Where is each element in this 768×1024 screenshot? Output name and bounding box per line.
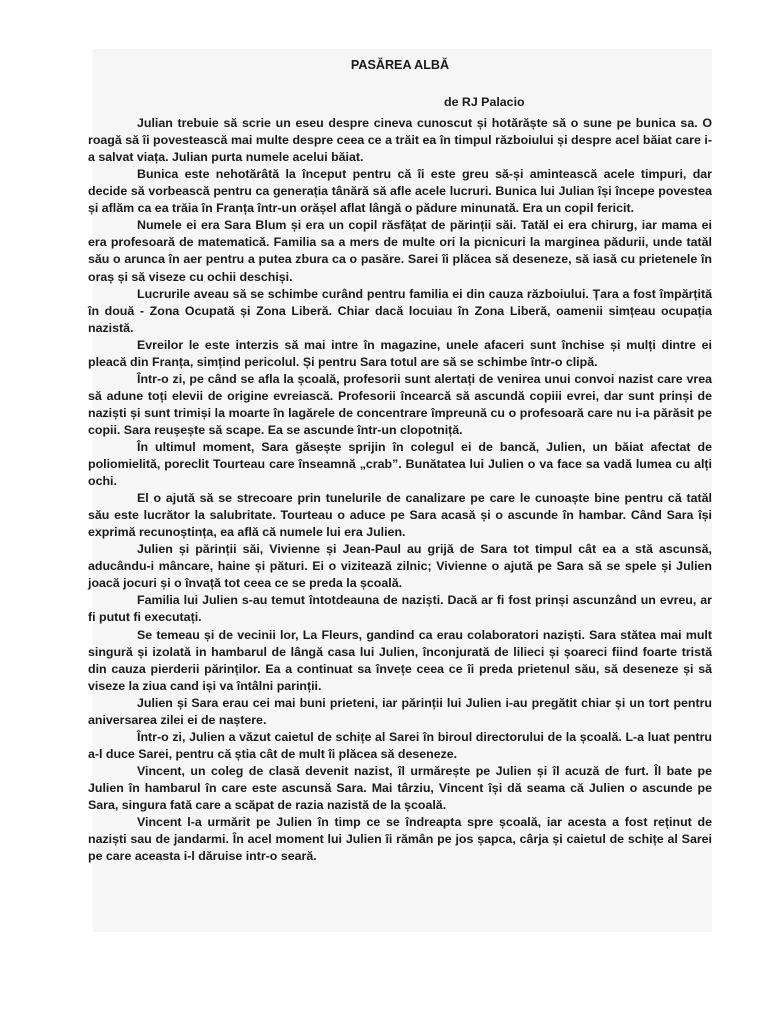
paragraph: Se temeau și de vecinii lor, La Fleurs, gandind ca erau colaboratori naziști. Sara stătea mai mult singură și izolată in hambarul de lângă casa lui Julien, înconjurată de lilieci și șoareci fiind foarte tristă din cauza pierderii părinților. Ea a continuat sa învețe ceea ce îi preda prietenul său, să deseneze și să viseze la ziua cand iși va întâlni parinții.: [88, 627, 712, 693]
paragraph: Evreilor le este interzis să mai intre în magazine, unele afaceri sunt închise și mulți dintre ei pleacă din Franța, simțind pericolul. Și pentru Sara totul are să se schimbe într-o clipă.: [88, 337, 712, 369]
document-title: PASĂREA ALBĂ: [350, 58, 450, 72]
paragraph: Julien și Sara erau cei mai buni prieteni, iar părinții lui Julien i-au pregătit chiar și un tort pentru aniversarea zilei ei de naștere.: [88, 695, 712, 727]
paragraph: Într-o zi, pe când se afla la școală, profesorii sunt alertați de venirea unui convoi nazist care vrea să adune toți elevii de origine evreiască. Profesorii încearcă să ascundă copiii evrei, dar sunt prinși de naziști și sunt trimiși la moarte în lagărele de concentrare împreună cu o profesoară care nu i-a părăsit pe copii. Sara reușește să scape. Ea se ascunde într-un clopotniță.: [88, 371, 712, 437]
paragraph: Bunica este nehotărâtă la început pentru că îi este greu să-și amintească acele timpuri, dar decide să vorbească pentru ca generația tânără să afle acele lucruri. Bunica lui Julian își începe povestea și aflăm ca ea trăia în Franța într-un orășel aflat lângă o pădure minunată. Era un copil fericit.: [88, 167, 712, 216]
paragraph: În ultimul moment, Sara găsește sprijin în colegul ei de bancă, Julien, un băiat afectat de poliomielită, poreclit Tourteau care înseamnă „crab”. Bunătatea lui Julien o va face sa vadă lumea cu alți ochi.: [88, 439, 712, 489]
document-author: de RJ Palacio: [444, 95, 525, 110]
paragraph: Julien și părinții săi, Vivienne și Jean-Paul au grijă de Sara tot timpul cât ea a stă ascunsă, aducându-i mâncare, haine și pături. Ei o vizitează zilnic; Vivienne o ajută pe Sara să se spele și Julien joacă jocuri și o învață tot ceea ce se preda la școală.: [88, 542, 712, 591]
paragraph: Familia lui Julien s-au temut întotdeauna de naziști. Dacă ar fi fost prinși ascunzând un evreu, ar fi putut fi executați.: [88, 593, 712, 625]
paragraph: Vincent, un coleg de clasă devenit nazist, îl urmărește pe Julien și îl acuză de furt. Îl bate pe Julien în hambarul în care este ascunsă Sara. Mai târziu, Vincent își dă seama că Julien o ascunde pe Sara, singura fată care a scăpat de razia nazistă de la școală.: [88, 763, 712, 812]
paragraph: El o ajută să se strecoare prin tunelurile de canalizare pe care le cunoaște bine pentru că tatăl său este lucrător la salubritate. Tourteau o aduce pe Sara acasă și o ascunde în hambar. Când Sara își exprimă recunoștința, ea află că numele lui era Julien.: [88, 491, 712, 540]
paragraph: Numele ei era Sara Blum și era un copil răsfățat de părinții săi. Tatăl ei era chirurg, iar mama ei era profesoară de matematică. Familia sa a mers de multe ori la picnicuri la marginea pădurii, unde tatăl său o arunca în aer pentru a putea zbura ca o pasăre. Sarei îi plăcea să deseneze, să iasă cu prietenele în oraș și să viseze cu ochii deschiși.: [88, 218, 712, 284]
paragraph: Julian trebuie să scrie un eseu despre cineva cunoscut și hotărăște să o sune pe bunica sa. O roagă să îi povestească mai multe despre ceea ce a trăit ea în timpul războiului și despre acel băiat care i-a salvat viața. Julian purta numele acelui băiat.: [88, 116, 712, 165]
document-body: [88, 57, 712, 865]
paragraph: Într-o zi, Julien a văzut caietul de schițe al Sarei în biroul directorului de la școală. L-a luat pentru a-l duce Sarei, pentru că știa cât de mult îi plăcea să deseneze.: [88, 729, 712, 761]
paragraph: Lucrurile aveau să se schimbe curând pentru familia ei din cauza războiului. Țara a fost împărțită în două - Zona Ocupată și Zona Liberă. Chiar dacă locuiau în Zona Liberă, oamenii simțeau ocupația nazistă.: [88, 286, 712, 335]
paragraph: Vincent l-a urmărit pe Julien în timp ce se îndreapta spre școală, iar acesta a fost reținut de naziști sau de jandarmi. În acel moment lui Julien îi rămân pe jos șapca, cârja și caietul de schițe al Sarei pe care aceasta i-l dăruise intr-o seară.: [88, 815, 712, 864]
